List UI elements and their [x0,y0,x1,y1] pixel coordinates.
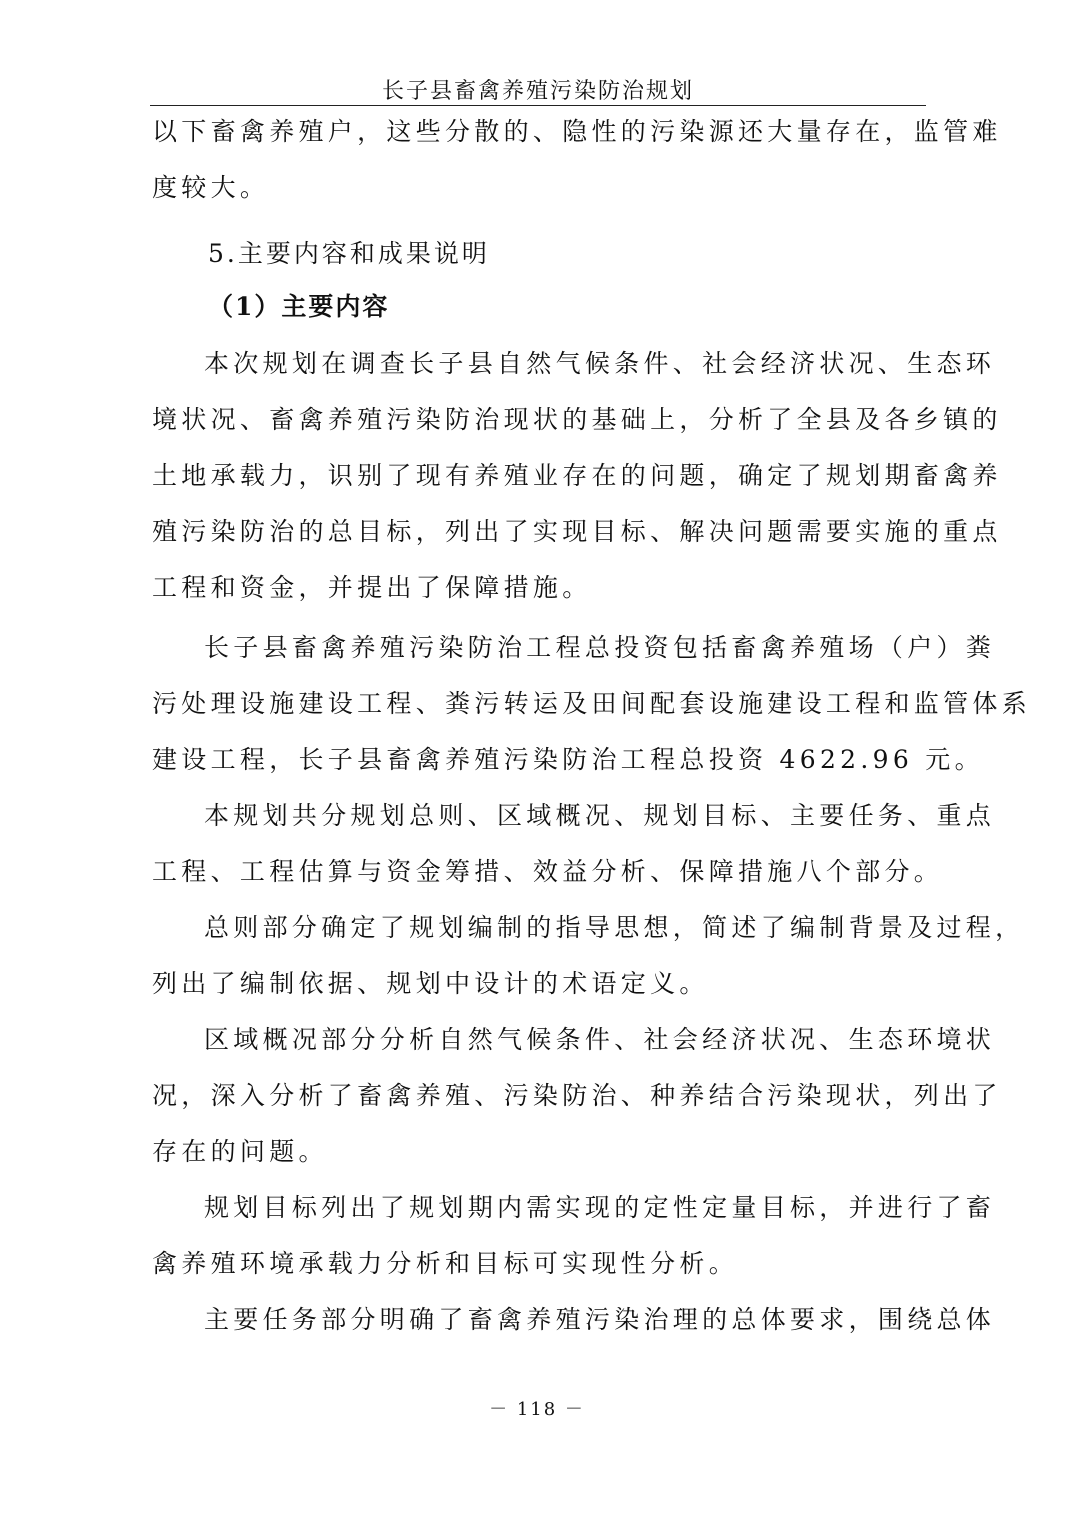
text-line: 禽养殖环境承载力分析和目标可实现性分析。 [152,1249,739,1278]
page-number: － 118 － [489,1399,585,1420]
text-line: 殖污染防治的总目标，列出了实现目标、解决问题需要实施的重点 [152,517,1002,546]
text-line: 列出了编制依据、规划中设计的术语定义。 [152,969,709,998]
text-line: 区域概况部分分析自然气候条件、社会经济状况、生态环境状 [204,1025,996,1054]
text-line: 本规划共分规划总则、区域概况、规划目标、主要任务、重点 [204,801,996,830]
text-line: 度较大。 [152,173,270,202]
text-line: 本次规划在调查长子县自然气候条件、社会经济状况、生态环 [204,349,996,378]
section-heading: 5.主要内容和成果说明 [208,239,490,268]
text-line: 规划目标列出了规划期内需实现的定性定量目标，并进行了畜 [204,1193,996,1222]
text-line: 工程、工程估算与资金筹措、效益分析、保障措施八个部分。 [152,857,944,886]
text-line: 境状况、畜禽养殖污染防治现状的基础上，分析了全县及各乡镇的 [152,405,1002,434]
text-line: 总则部分确定了规划编制的指导思想，简述了编制背景及过程， [204,913,1025,942]
text-line: 以下畜禽养殖户，这些分散的、隐性的污染源还大量存在，监管难 [152,117,1002,146]
text-line: 主要任务部分明确了畜禽养殖污染治理的总体要求，围绕总体 [204,1305,996,1334]
text-line: 存在的问题。 [152,1137,328,1166]
subsection-heading: （1）主要内容 [208,292,390,321]
text-line: 污处理设施建设工程、粪污转运及田间配套设施建设工程和监管体系 [152,689,1032,718]
text-line: 况，深入分析了畜禽养殖、污染防治、种养结合污染现状，列出了 [152,1081,1002,1110]
running-header: 长子县畜禽养殖污染防治规划 [381,79,694,104]
text-line: 工程和资金，并提出了保障措施。 [152,573,592,602]
header-divider [150,105,926,106]
text-line: 长子县畜禽养殖污染防治工程总投资包括畜禽养殖场（户）粪 [204,633,996,662]
text-line: 土地承载力，识别了现有养殖业存在的问题，确定了规划期畜禽养 [152,461,1002,490]
text-line: 建设工程，长子县畜禽养殖污染防治工程总投资 4622.96 元。 [152,745,984,774]
